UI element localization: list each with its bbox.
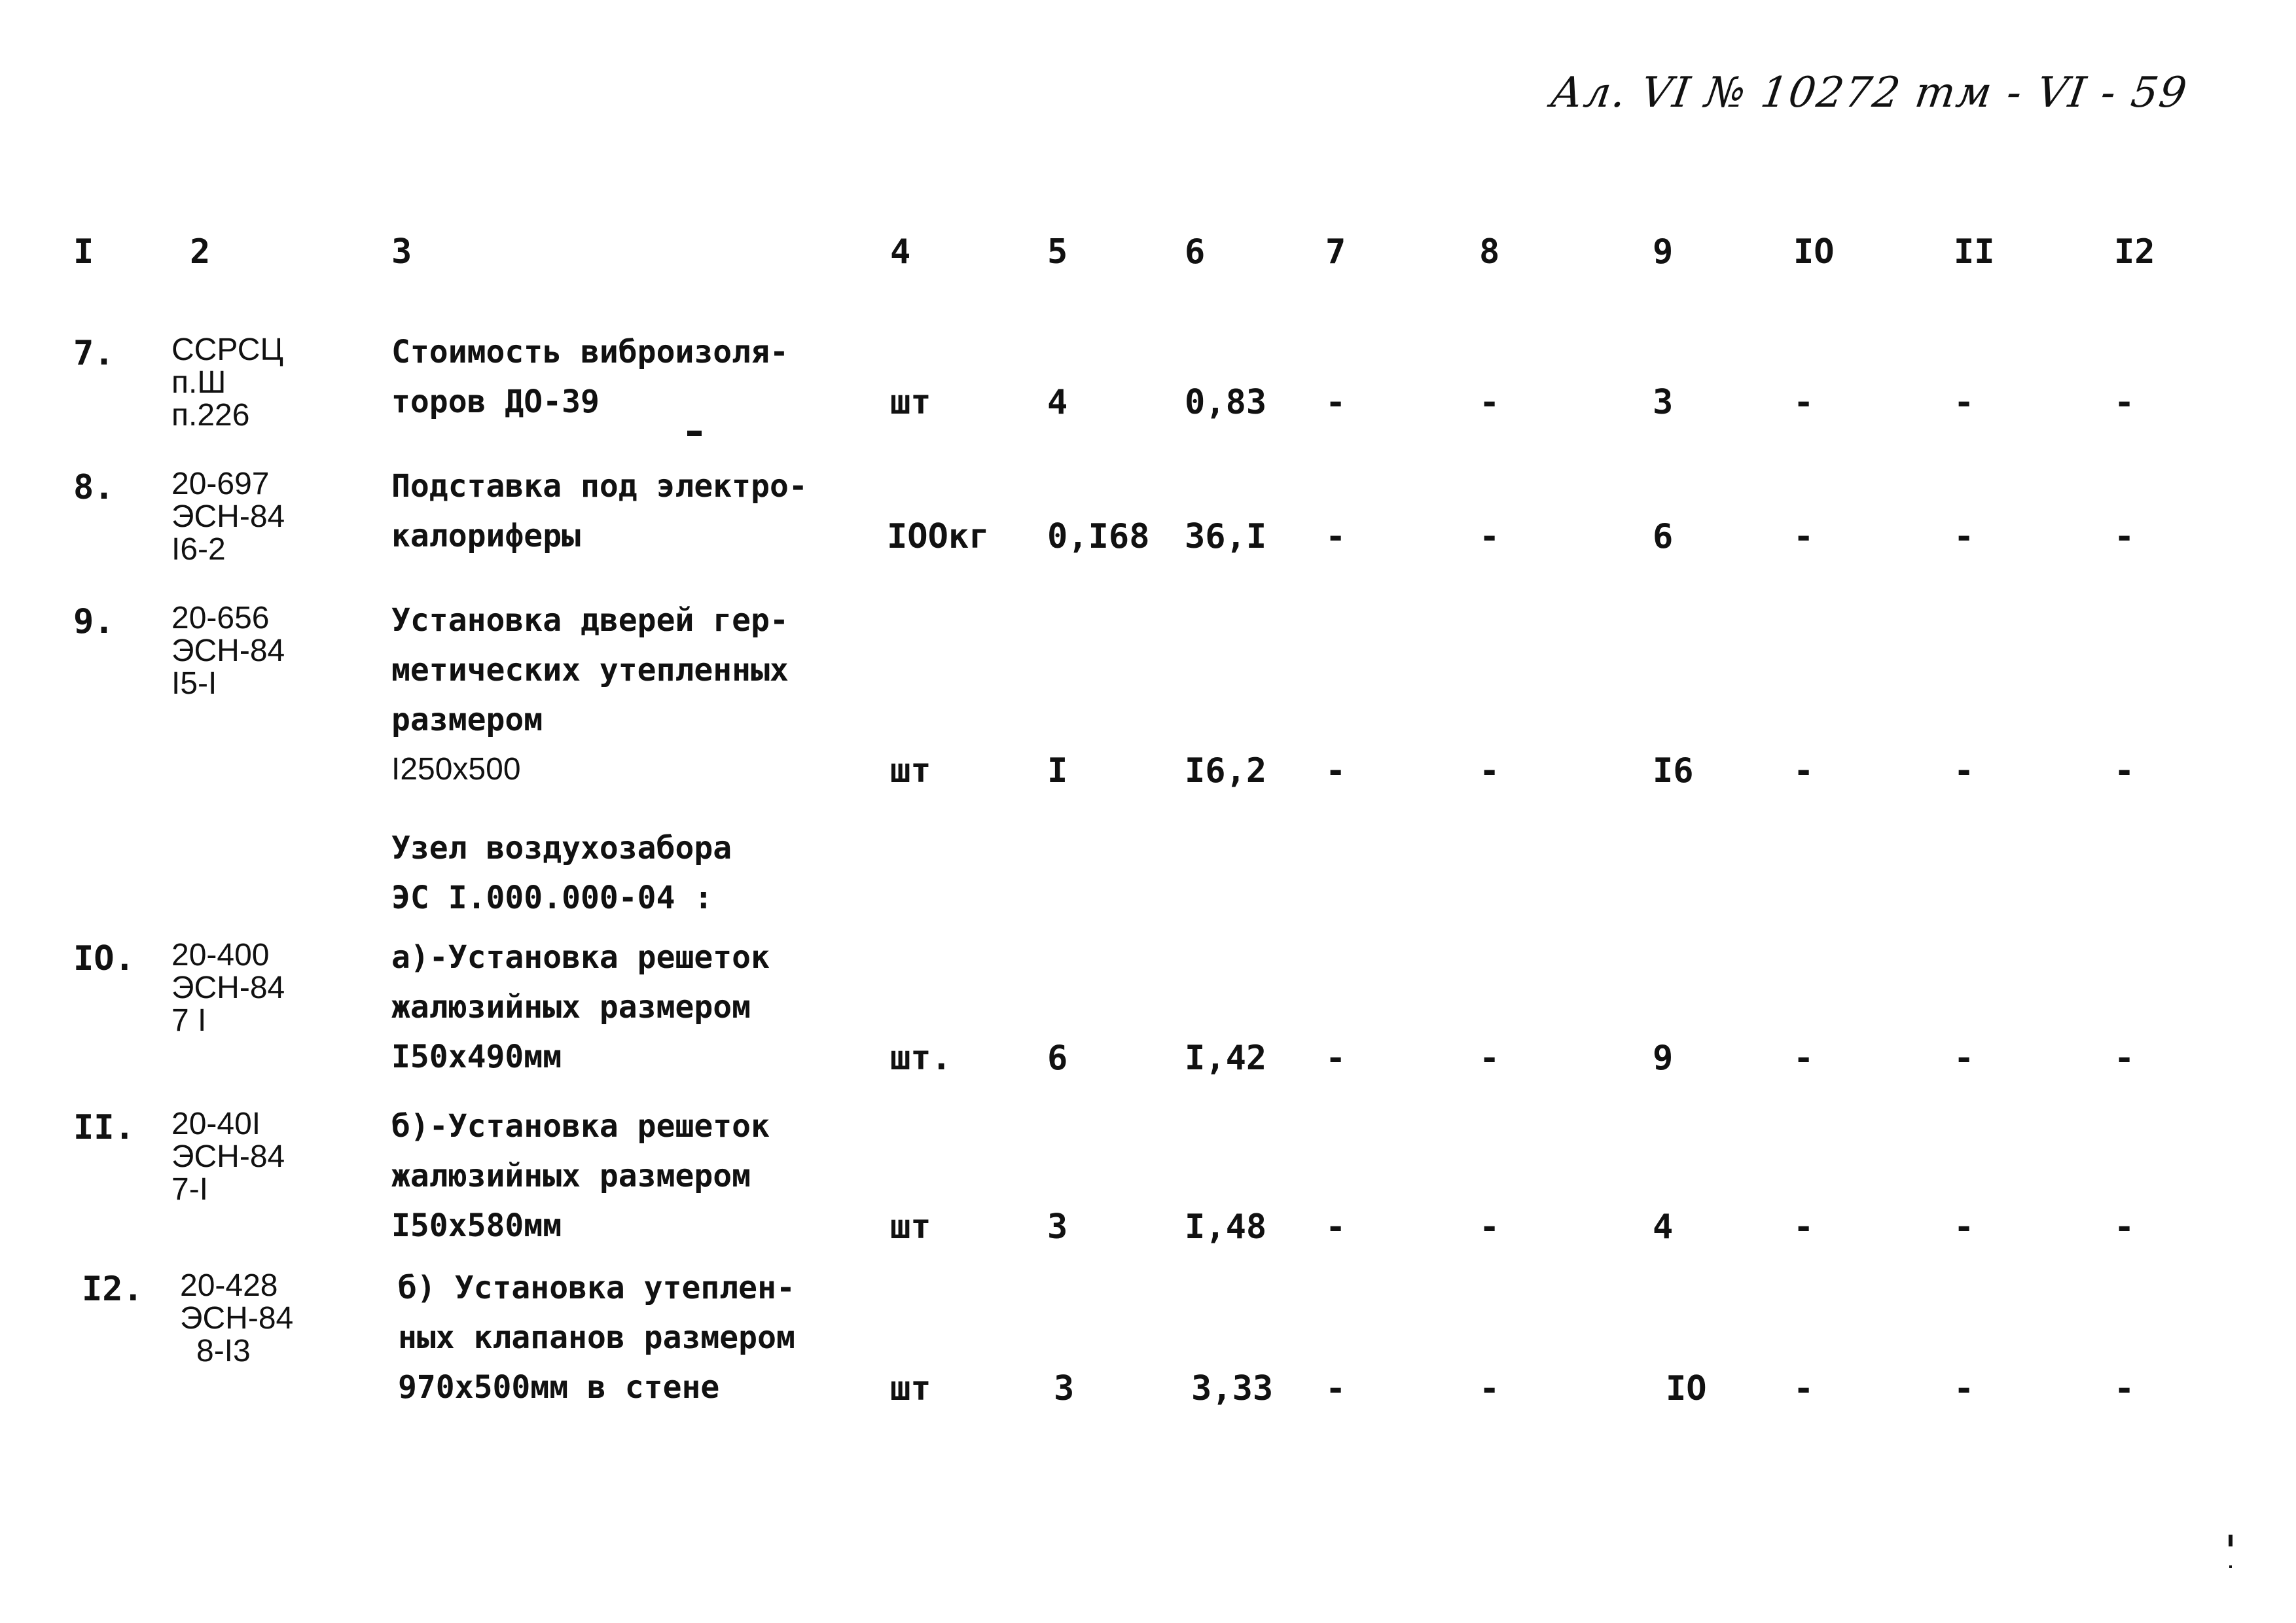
col11-cell: - <box>1954 517 1975 556</box>
col7-cell: - <box>1325 1207 1346 1247</box>
unit-cell: шт <box>890 751 931 791</box>
unit-cell: IOOкг <box>887 517 990 556</box>
stray-mark <box>2229 1535 2233 1546</box>
work-description-line: а)-Установка решеток <box>391 939 770 976</box>
col7-cell: - <box>1325 1039 1346 1078</box>
col9-cell: 3 <box>1653 383 1674 422</box>
price-cell: I6,2 <box>1185 751 1267 791</box>
rate-code-line: I5-I <box>171 666 217 701</box>
col10-cell: - <box>1793 383 1814 422</box>
unit-cell: шт <box>890 383 931 422</box>
header-col-8: 8 <box>1479 232 1500 272</box>
rate-code-line: 7 I <box>171 1003 207 1038</box>
col9-cell: I6 <box>1653 751 1694 791</box>
row-number: I2. <box>82 1270 143 1309</box>
col11-cell: - <box>1954 383 1975 422</box>
col10-cell: - <box>1793 517 1814 556</box>
work-description-line: Установка дверей гер- <box>391 602 789 639</box>
stray-mark <box>2229 1565 2232 1568</box>
stray-mark <box>687 431 702 436</box>
rate-code-line: 8-I3 <box>196 1334 251 1368</box>
price-cell: 36,I <box>1185 517 1267 556</box>
work-description-line: б)-Установка решеток <box>391 1108 770 1145</box>
col10-cell: - <box>1793 751 1814 791</box>
col11-cell: - <box>1954 1039 1975 1078</box>
header-col-1: I <box>73 232 94 272</box>
work-description-line: Подставка под электро- <box>391 468 808 505</box>
col10-cell: - <box>1793 1369 1814 1408</box>
col12-cell: - <box>2114 383 2135 422</box>
col8-cell: - <box>1479 1039 1500 1078</box>
work-description-line: I50х490мм <box>391 1039 562 1075</box>
rate-code-line: 20-400 <box>171 938 270 972</box>
col11-cell: - <box>1954 1369 1975 1408</box>
quantity-cell: 0,I68 <box>1047 517 1150 556</box>
quantity-cell: 3 <box>1054 1369 1075 1408</box>
header-col-3: 3 <box>391 232 412 272</box>
rate-code-line: 20-656 <box>171 601 270 635</box>
work-description-line: ных клапанов размером <box>398 1319 795 1356</box>
work-description-line: жалюзийных размером <box>391 989 751 1026</box>
header-col-6: 6 <box>1185 232 1206 272</box>
rate-code-line: 20-697 <box>171 467 270 501</box>
rate-code-line: п.226 <box>171 398 250 433</box>
quantity-cell: 3 <box>1047 1207 1068 1247</box>
price-cell: 3,33 <box>1191 1369 1274 1408</box>
rate-code-line: п.Ш <box>171 365 226 400</box>
rate-code-line: ЭСН-84 <box>171 1139 285 1174</box>
unit-cell: шт <box>890 1369 931 1408</box>
rate-code-line: I6-2 <box>171 532 226 567</box>
col10-cell: - <box>1793 1207 1814 1247</box>
row-number: 8. <box>73 468 115 507</box>
work-description-line: метических утепленных <box>391 652 789 688</box>
rate-code-line: ЭСН-84 <box>171 633 285 668</box>
price-cell: I,42 <box>1185 1039 1267 1078</box>
quantity-cell: 6 <box>1047 1039 1068 1078</box>
unit-cell: шт <box>890 1207 931 1247</box>
work-description-line: Стоимость виброизоля- <box>391 334 789 370</box>
row-number: II. <box>73 1108 135 1147</box>
work-description-line: 970х500мм в стене <box>398 1369 720 1406</box>
col8-cell: - <box>1479 383 1500 422</box>
col7-cell: - <box>1325 383 1346 422</box>
quantity-cell: I <box>1047 751 1068 791</box>
rate-code-line: 7-I <box>171 1172 209 1207</box>
rate-code-line: ЭСН-84 <box>171 499 285 534</box>
col9-cell: 6 <box>1653 517 1674 556</box>
col7-cell: - <box>1325 517 1346 556</box>
rate-code-line: ЭСН-84 <box>180 1301 294 1336</box>
col11-cell: - <box>1954 1207 1975 1247</box>
col8-cell: - <box>1479 1207 1500 1247</box>
col12-cell: - <box>2114 1039 2135 1078</box>
price-cell: I,48 <box>1185 1207 1267 1247</box>
work-description-line: жалюзийных размером <box>391 1158 751 1194</box>
header-col-2: 2 <box>190 232 211 272</box>
col10-cell: - <box>1793 1039 1814 1078</box>
price-cell: 0,83 <box>1185 383 1267 422</box>
row-number: IO. <box>73 939 135 978</box>
header-col-12: I2 <box>2114 232 2155 272</box>
row-number: 9. <box>73 602 115 641</box>
work-description-line: б) Установка утеплен- <box>398 1270 795 1306</box>
work-description-line: калориферы <box>391 518 581 554</box>
col8-cell: - <box>1479 1369 1500 1408</box>
rate-code-line: ЭСН-84 <box>171 971 285 1005</box>
col12-cell: - <box>2114 751 2135 791</box>
col9-cell: 9 <box>1653 1039 1674 1078</box>
section-note-line: Узел воздухозабора <box>391 830 732 866</box>
rate-code-line: 20-428 <box>180 1268 278 1303</box>
work-description-line: размером <box>391 702 543 738</box>
col9-cell: IO <box>1666 1369 1707 1408</box>
work-description-line: торов ДО-39 <box>391 383 600 420</box>
document-reference: Ал. VI № 10272 тм - VI - 59 <box>1547 69 2191 117</box>
col7-cell: - <box>1325 751 1346 791</box>
col7-cell: - <box>1325 1369 1346 1408</box>
work-description-line: I250х500 <box>391 752 521 787</box>
col12-cell: - <box>2114 1369 2135 1408</box>
col9-cell: 4 <box>1653 1207 1674 1247</box>
section-note-line: ЭС I.000.000-04 : <box>391 880 713 916</box>
header-col-7: 7 <box>1325 232 1346 272</box>
header-col-9: 9 <box>1653 232 1674 272</box>
work-description-line: I50х580мм <box>391 1207 562 1244</box>
col11-cell: - <box>1954 751 1975 791</box>
header-col-10: IO <box>1793 232 1835 272</box>
quantity-cell: 4 <box>1047 383 1068 422</box>
col8-cell: - <box>1479 751 1500 791</box>
rate-code-line: ССРСЦ <box>171 332 283 367</box>
col12-cell: - <box>2114 517 2135 556</box>
header-col-4: 4 <box>890 232 911 272</box>
header-col-5: 5 <box>1047 232 1068 272</box>
header-col-11: II <box>1954 232 1995 272</box>
rate-code-line: 20-40I <box>171 1107 261 1141</box>
col8-cell: - <box>1479 517 1500 556</box>
unit-cell: шт. <box>890 1039 952 1078</box>
row-number: 7. <box>73 334 115 373</box>
col12-cell: - <box>2114 1207 2135 1247</box>
